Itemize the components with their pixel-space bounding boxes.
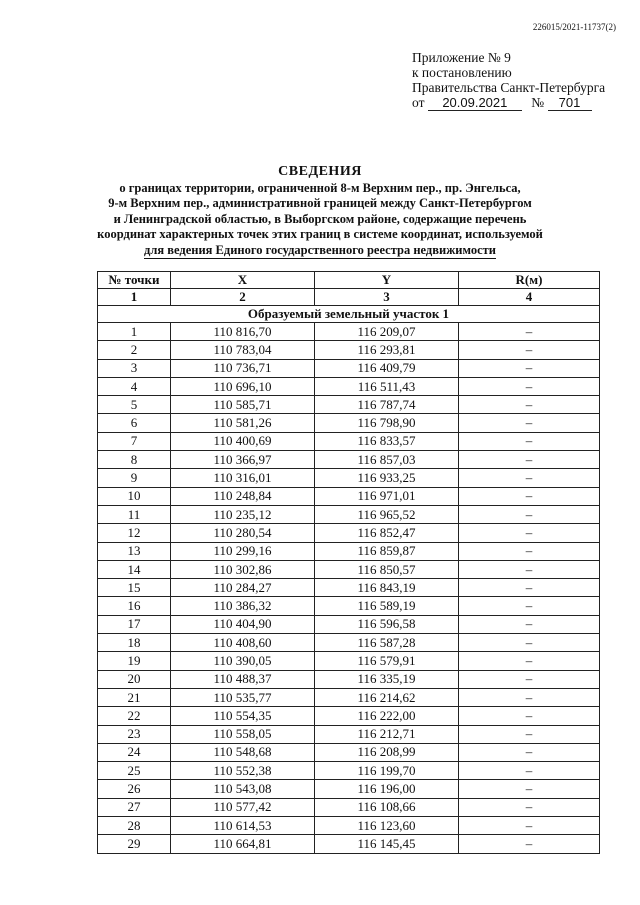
table-row xyxy=(98,469,600,487)
cell-r: – xyxy=(459,798,600,816)
cell-y: 116 798,90 xyxy=(315,414,459,432)
table-row xyxy=(98,377,600,395)
cell-point-number: 15 xyxy=(98,579,171,597)
cell-point-number: 11 xyxy=(98,505,171,523)
cell-r: – xyxy=(459,615,600,633)
table-row xyxy=(98,798,600,816)
table-row xyxy=(98,615,600,633)
table-row xyxy=(98,414,600,432)
table-row xyxy=(98,780,600,798)
cell-r: – xyxy=(459,688,600,706)
cell-point-number: 5 xyxy=(98,396,171,414)
appendix-block xyxy=(412,50,605,111)
cell-y: 116 589,19 xyxy=(315,597,459,615)
appendix-number-label: № xyxy=(531,95,545,110)
cell-point-number: 1 xyxy=(98,323,171,341)
cell-y: 116 335,19 xyxy=(315,670,459,688)
cell-point-number: 7 xyxy=(98,432,171,450)
table-row xyxy=(98,560,600,578)
appendix-line-2: к постановлению xyxy=(412,65,512,80)
cell-y: 116 965,52 xyxy=(315,505,459,523)
table-row xyxy=(98,762,600,780)
cell-r: – xyxy=(459,652,600,670)
cell-point-number: 25 xyxy=(98,762,171,780)
heading-line-5: для ведения Единого государственного реестра недвижимости xyxy=(144,243,496,260)
table-row xyxy=(98,743,600,761)
cell-point-number: 21 xyxy=(98,688,171,706)
cell-x: 110 302,86 xyxy=(171,560,315,578)
cell-r: – xyxy=(459,542,600,560)
cell-y: 116 208,99 xyxy=(315,743,459,761)
coordinates-table xyxy=(97,271,600,854)
cell-y: 116 214,62 xyxy=(315,688,459,706)
cell-y: 116 859,87 xyxy=(315,542,459,560)
cell-r: – xyxy=(459,323,600,341)
heading-line-4: координат характерных точек этих границ в системе координат, используемой xyxy=(97,227,543,241)
table-row xyxy=(98,323,600,341)
cell-r: – xyxy=(459,670,600,688)
cell-x: 110 366,97 xyxy=(171,451,315,469)
cell-x: 110 488,37 xyxy=(171,670,315,688)
heading-line-1: о границах территории, ограниченной 8-м Верхним пер., пр. Энгельса, xyxy=(119,180,521,195)
cell-point-number: 9 xyxy=(98,469,171,487)
cell-r: – xyxy=(459,560,600,578)
table-row xyxy=(98,451,600,469)
cell-x: 110 248,84 xyxy=(171,487,315,505)
cell-x: 110 614,53 xyxy=(171,817,315,835)
cell-x: 110 548,68 xyxy=(171,743,315,761)
cell-r: – xyxy=(459,835,600,853)
cell-point-number: 4 xyxy=(98,377,171,395)
cell-point-number: 18 xyxy=(98,634,171,652)
header-r: R(м) xyxy=(459,272,600,289)
column-number-row xyxy=(98,289,600,306)
col-number-1: 1 xyxy=(98,289,171,306)
cell-point-number: 14 xyxy=(98,560,171,578)
cell-x: 110 736,71 xyxy=(171,359,315,377)
cell-x: 110 816,70 xyxy=(171,323,315,341)
cell-r: – xyxy=(459,743,600,761)
cell-r: – xyxy=(459,579,600,597)
table-row xyxy=(98,542,600,560)
col-number-2: 2 xyxy=(171,289,315,306)
cell-point-number: 19 xyxy=(98,652,171,670)
table-row xyxy=(98,652,600,670)
cell-r: – xyxy=(459,469,600,487)
table-row xyxy=(98,341,600,359)
cell-r: – xyxy=(459,597,600,615)
cell-y: 116 196,00 xyxy=(315,780,459,798)
cell-r: – xyxy=(459,634,600,652)
cell-x: 110 783,04 xyxy=(171,341,315,359)
appendix-date-line xyxy=(412,95,605,111)
cell-r: – xyxy=(459,524,600,542)
cell-r: – xyxy=(459,359,600,377)
cell-x: 110 554,35 xyxy=(171,707,315,725)
table-row xyxy=(98,432,600,450)
cell-y: 116 852,47 xyxy=(315,524,459,542)
cell-y: 116 222,00 xyxy=(315,707,459,725)
cell-r: – xyxy=(459,451,600,469)
cell-r: – xyxy=(459,414,600,432)
cell-r: – xyxy=(459,396,600,414)
cell-x: 110 535,77 xyxy=(171,688,315,706)
cell-r: – xyxy=(459,505,600,523)
cell-point-number: 8 xyxy=(98,451,171,469)
header-y: Y xyxy=(315,272,459,289)
cell-x: 110 696,10 xyxy=(171,377,315,395)
table-row xyxy=(98,670,600,688)
cell-x: 110 404,90 xyxy=(171,615,315,633)
cell-y: 116 579,91 xyxy=(315,652,459,670)
cell-r: – xyxy=(459,707,600,725)
cell-y: 116 596,58 xyxy=(315,615,459,633)
cell-x: 110 577,42 xyxy=(171,798,315,816)
heading-title: СВЕДЕНИЯ xyxy=(278,164,362,179)
cell-y: 116 843,19 xyxy=(315,579,459,597)
heading-line-2: 9-м Верхним пер., административной границей между Санкт-Петербургом xyxy=(108,196,532,210)
cell-x: 110 400,69 xyxy=(171,432,315,450)
table-header-row xyxy=(98,272,600,289)
cell-point-number: 24 xyxy=(98,743,171,761)
cell-y: 116 212,71 xyxy=(315,725,459,743)
appendix-number: 701 xyxy=(548,95,592,111)
cell-y: 116 833,57 xyxy=(315,432,459,450)
cell-point-number: 29 xyxy=(98,835,171,853)
cell-x: 110 552,38 xyxy=(171,762,315,780)
cell-x: 110 408,60 xyxy=(171,634,315,652)
cell-y: 116 933,25 xyxy=(315,469,459,487)
cell-point-number: 10 xyxy=(98,487,171,505)
cell-point-number: 2 xyxy=(98,341,171,359)
col-number-4: 4 xyxy=(459,289,600,306)
cell-y: 116 511,43 xyxy=(315,377,459,395)
cell-y: 116 145,45 xyxy=(315,835,459,853)
col-number-3: 3 xyxy=(315,289,459,306)
cell-x: 110 585,71 xyxy=(171,396,315,414)
cell-point-number: 12 xyxy=(98,524,171,542)
cell-y: 116 293,81 xyxy=(315,341,459,359)
appendix-date-prefix: от xyxy=(412,95,425,110)
cell-r: – xyxy=(459,762,600,780)
table-row xyxy=(98,634,600,652)
cell-y: 116 587,28 xyxy=(315,634,459,652)
cell-x: 110 664,81 xyxy=(171,835,315,853)
cell-y: 116 787,74 xyxy=(315,396,459,414)
cell-point-number: 22 xyxy=(98,707,171,725)
cell-point-number: 17 xyxy=(98,615,171,633)
table-row xyxy=(98,524,600,542)
cell-x: 110 558,05 xyxy=(171,725,315,743)
cell-y: 116 209,07 xyxy=(315,323,459,341)
cell-x: 110 543,08 xyxy=(171,780,315,798)
cell-x: 110 390,05 xyxy=(171,652,315,670)
table-row xyxy=(98,359,600,377)
cell-r: – xyxy=(459,817,600,835)
table-row xyxy=(98,579,600,597)
cell-x: 110 581,26 xyxy=(171,414,315,432)
header-x: X xyxy=(171,272,315,289)
cell-x: 110 280,54 xyxy=(171,524,315,542)
cell-r: – xyxy=(459,432,600,450)
cell-y: 116 971,01 xyxy=(315,487,459,505)
cell-x: 110 386,32 xyxy=(171,597,315,615)
cell-x: 110 284,27 xyxy=(171,579,315,597)
cell-y: 116 199,70 xyxy=(315,762,459,780)
cell-y: 116 857,03 xyxy=(315,451,459,469)
cell-point-number: 27 xyxy=(98,798,171,816)
appendix-line-3: Правительства Санкт-Петербурга xyxy=(412,80,606,95)
table-row xyxy=(98,597,600,615)
cell-point-number: 23 xyxy=(98,725,171,743)
table-row xyxy=(98,725,600,743)
heading-line-3: и Ленинградской областью, в Выборгском районе, содержащие перечень xyxy=(113,211,527,226)
cell-r: – xyxy=(459,487,600,505)
cell-y: 116 108,66 xyxy=(315,798,459,816)
section-row xyxy=(98,306,600,323)
cell-point-number: 26 xyxy=(98,780,171,798)
document-number: 226015/2021-11737(2) xyxy=(532,22,616,32)
table-row xyxy=(98,688,600,706)
cell-r: – xyxy=(459,725,600,743)
table-row xyxy=(98,487,600,505)
header-point-number: № точки xyxy=(98,272,171,289)
cell-y: 116 409,79 xyxy=(315,359,459,377)
cell-r: – xyxy=(459,780,600,798)
cell-y: 116 850,57 xyxy=(315,560,459,578)
cell-r: – xyxy=(459,377,600,395)
cell-r: – xyxy=(459,341,600,359)
appendix-date: 20.09.2021 xyxy=(428,95,522,111)
cell-x: 110 299,16 xyxy=(171,542,315,560)
cell-point-number: 13 xyxy=(98,542,171,560)
section-title: Образуемый земельный участок 1 xyxy=(98,306,600,323)
cell-point-number: 3 xyxy=(98,359,171,377)
document-heading xyxy=(0,164,640,259)
table-row xyxy=(98,707,600,725)
cell-y: 116 123,60 xyxy=(315,817,459,835)
appendix-line-1: Приложение № 9 xyxy=(412,50,511,65)
table-row xyxy=(98,817,600,835)
cell-point-number: 6 xyxy=(98,414,171,432)
cell-point-number: 20 xyxy=(98,670,171,688)
cell-point-number: 16 xyxy=(98,597,171,615)
table-row xyxy=(98,835,600,853)
cell-point-number: 28 xyxy=(98,817,171,835)
table-row xyxy=(98,505,600,523)
table-row xyxy=(98,396,600,414)
cell-x: 110 235,12 xyxy=(171,505,315,523)
cell-x: 110 316,01 xyxy=(171,469,315,487)
